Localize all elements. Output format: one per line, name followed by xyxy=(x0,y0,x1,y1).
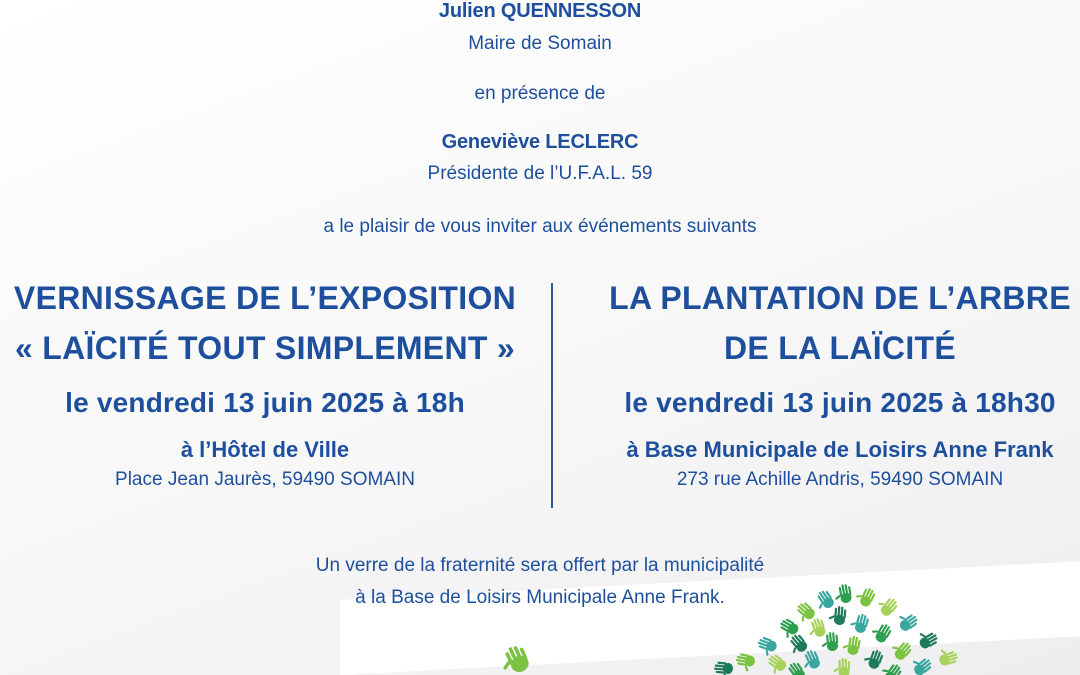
event-title-line2: DE LA LAÏCITÉ xyxy=(723,330,957,366)
host-name: Julien QUENNESSON xyxy=(438,0,642,22)
guest-name: Geneviève LECLERC xyxy=(441,131,639,153)
event-place: à l’Hôtel de Ville xyxy=(180,437,350,462)
presence-text: en présence de xyxy=(474,83,606,104)
guest-role: Présidente de l’U.F.A.L. 59 xyxy=(427,163,653,184)
hand-icon xyxy=(496,642,542,675)
footer-line1: Un verre de la fraternité sera offert par la municipalité xyxy=(315,555,765,576)
column-divider xyxy=(551,283,553,508)
event-tree-planting xyxy=(590,273,1080,491)
host-role: Maire de Somain xyxy=(468,33,612,54)
event-title-line1: VERNISSAGE DE L’EXPOSITION xyxy=(13,280,517,316)
event-place: à Base Municipale de Loisirs Anne Frank xyxy=(626,437,1054,462)
invitation-text: a le plaisir de vous inviter aux événements suivants xyxy=(323,216,757,237)
event-date: le vendredi 13 juin 2025 à 18h30 xyxy=(624,387,1056,418)
event-address: Place Jean Jaurès, 59490 SOMAIN xyxy=(115,469,415,490)
hands-tree-icon xyxy=(700,578,980,675)
footer-line2: à la Base de Loisirs Municipale Anne Frank. xyxy=(355,587,725,608)
event-date: le vendredi 13 juin 2025 à 18h xyxy=(65,387,465,418)
event-title-line2: « LAÏCITÉ TOUT SIMPLEMENT » xyxy=(15,330,515,366)
event-exhibition xyxy=(10,273,520,491)
event-title-line1: LA PLANTATION DE L’ARBRE xyxy=(609,280,1071,316)
event-address: 273 rue Achille Andris, 59490 SOMAIN xyxy=(676,469,1004,490)
